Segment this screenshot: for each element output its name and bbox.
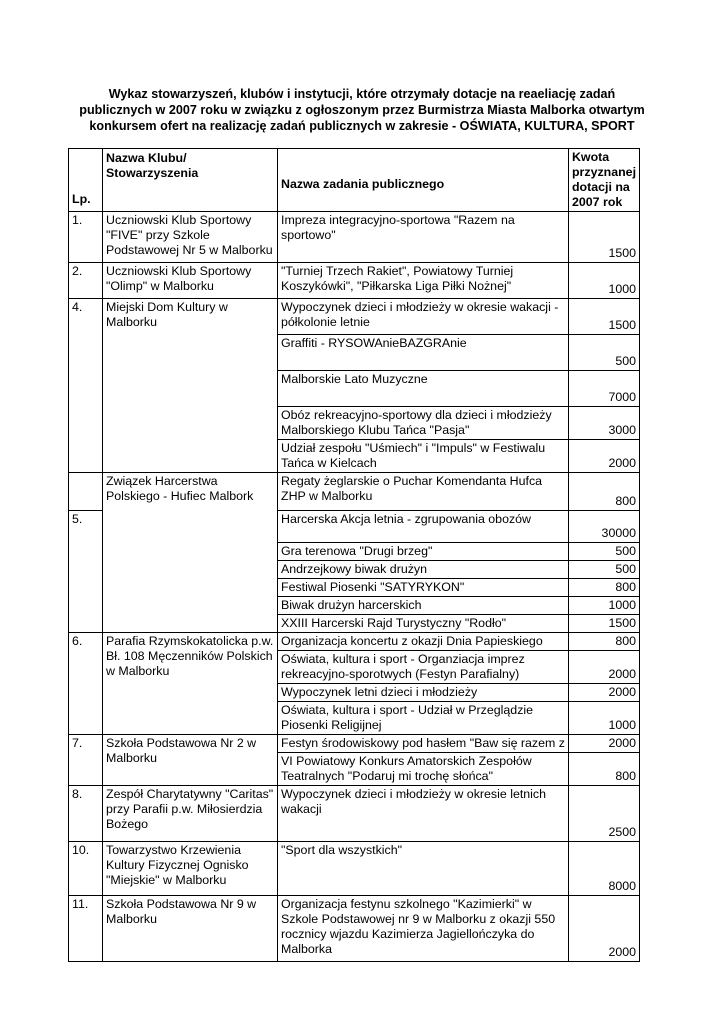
row-amount: 1500 — [568, 212, 639, 263]
row-amount: 2000 — [568, 440, 639, 473]
row-amount: 2000 — [568, 651, 639, 684]
row-task: Graffiti - RYSOWAnieBAZGRAnie — [278, 335, 569, 371]
row-task: Festiwal Piosenki "SATYRYKON" — [278, 579, 569, 597]
row-task: Wypoczynek dzieci i młodzieży w okresie letnich wakacji — [278, 786, 569, 842]
title-line: Wykaz stowarzyszeń, klubów i instytucji, które otrzymały dotacje na reaeliację zadań — [108, 87, 616, 101]
row-lp: 4. — [69, 299, 103, 473]
row-task: Regaty żeglarskie o Puchar Komendanta Hufca ZHP w Malborku — [278, 473, 569, 511]
header-task: Nazwa zadania publicznego — [278, 149, 569, 212]
row-lp: 1. — [69, 212, 103, 263]
row-task: XXIII Harcerski Rajd Turystyczny "Rodło" — [278, 615, 569, 633]
row-org: Szkoła Podstawowa Nr 9 w Malborku — [103, 896, 278, 962]
row-amount: 2000 — [568, 684, 639, 702]
row-task: Festyn środowiskowy pod hasłem "Baw się razem z — [278, 735, 569, 753]
table-row — [69, 896, 640, 962]
row-org: Miejski Dom Kultury w Malborku — [103, 299, 278, 473]
row-task: Wypoczynek dzieci i młodzieży w okresie wakacji - półkolonie letnie — [278, 299, 569, 335]
row-lp: 2. — [69, 263, 103, 299]
row-amount: 500 — [568, 335, 639, 371]
row-amount: 3000 — [568, 407, 639, 440]
row-lp: 5. — [69, 511, 103, 633]
row-amount: 1000 — [568, 263, 639, 299]
row-task: Impreza integracyjno-sportowa "Razem na sportowo" — [278, 212, 569, 263]
table-row — [69, 842, 640, 896]
row-task: Andrzejkowy biwak drużyn — [278, 561, 569, 579]
page-title — [60, 86, 664, 134]
row-task: Gra terenowa "Drugi brzeg" — [278, 543, 569, 561]
table-row — [69, 786, 640, 842]
table-row — [69, 735, 640, 753]
row-amount: 1500 — [568, 615, 639, 633]
row-amount: 800 — [568, 473, 639, 511]
row-amount: 7000 — [568, 371, 639, 407]
header-lp: Lp. — [69, 149, 103, 212]
row-task: Biwak drużyn harcerskich — [278, 597, 569, 615]
row-org: Zespół Charytatywny "Caritas" przy Parafii p.w. Miłosierdzia Bożego — [103, 786, 278, 842]
row-task: Malborskie Lato Muzyczne — [278, 371, 569, 407]
table-row — [69, 473, 640, 511]
row-task: VI Powiatowy Konkurs Amatorskich Zespołów Teatralnych "Podaruj mi trochę słońca" — [278, 753, 569, 786]
row-org: Towarzystwo Krzewienia Kultury Fizycznej Ognisko "Miejskie" w Malborku — [103, 842, 278, 896]
row-amount: 1000 — [568, 597, 639, 615]
row-amount: 800 — [568, 579, 639, 597]
title-line: konkursem ofert na realizację zadań publicznych w zakresie - OŚWIATA, KULTURA, SPORT — [89, 119, 635, 133]
row-lp: 8. — [69, 786, 103, 842]
row-task: Wypoczynek letni dzieci i młodzieży — [278, 684, 569, 702]
row-org: Szkoła Podstawowa Nr 2 w Malborku — [103, 735, 278, 786]
row-amount: 2000 — [568, 896, 639, 962]
row-amount: 500 — [568, 561, 639, 579]
row-amount: 800 — [568, 753, 639, 786]
row-task: Oświata, kultura i sport - Organziacja imprez rekreacyjno-sporotwych (Festyn Parafialny) — [278, 651, 569, 684]
table-row — [69, 212, 640, 263]
row-task: "Turniej Trzech Rakiet", Powiatowy Turniej Koszykówki", "Piłkarska Liga Piłki Nożnej" — [278, 263, 569, 299]
row-task: Organizacja festynu szkolnego "Kazimierki" w Szkole Podstawowej nr 9 w Malborku z okazji 550 rocznicy wjazdu Kazimierza Jagiellończyka do Malborka — [278, 896, 569, 962]
row-task: Organizacja koncertu z okazji Dnia Papieskiego — [278, 633, 569, 651]
row-task: Harcerska Akcja letnia - zgrupowania obozów — [278, 511, 569, 543]
table-row — [69, 633, 640, 651]
row-task: Udział zespołu "Uśmiech" i "Impuls" w Festiwalu Tańca w Kielcach — [278, 440, 569, 473]
row-org: Związek Harcerstwa Polskiego - Hufiec Malbork — [103, 473, 278, 633]
row-lp: 11. — [69, 896, 103, 962]
row-amount: 500 — [568, 543, 639, 561]
row-lp: 6. — [69, 633, 103, 735]
row-org: Parafia Rzymskokatolicka p.w. Bł. 108 Męczenników Polskich w Malborku — [103, 633, 278, 735]
row-amount: 1500 — [568, 299, 639, 335]
header-org: Nazwa Klubu/ Stowarzyszenia — [103, 149, 278, 212]
table-row — [69, 263, 640, 299]
row-amount: 8000 — [568, 842, 639, 896]
title-line: publicznych w 2007 roku w związku z ogłoszonym przez Burmistrza Miasta Malborka otwartym — [79, 103, 645, 117]
grants-table — [68, 148, 640, 962]
table-row — [69, 299, 640, 335]
row-org: Uczniowski Klub Sportowy "FIVE" przy Szkole Podstawowej Nr 5 w Malborku — [103, 212, 278, 263]
row-amount: 800 — [568, 633, 639, 651]
row-task: "Sport dla wszystkich" — [278, 842, 569, 896]
header-amount: Kwota przyznanej dotacji na 2007 rok — [568, 149, 639, 212]
row-lp — [69, 473, 103, 511]
row-lp: 10. — [69, 842, 103, 896]
row-amount: 1000 — [568, 702, 639, 735]
row-task: Obóz rekreacyjno-sportowy dla dzieci i młodzieży Malborskiego Klubu Tańca "Pasja" — [278, 407, 569, 440]
row-task: Oświata, kultura i sport - Udział w Przeglądzie Piosenki Religijnej — [278, 702, 569, 735]
row-lp: 7. — [69, 735, 103, 786]
row-amount: 2000 — [568, 735, 639, 753]
row-amount: 2500 — [568, 786, 639, 842]
row-amount: 30000 — [568, 511, 639, 543]
row-org: Uczniowski Klub Sportowy "Olimp" w Malborku — [103, 263, 278, 299]
